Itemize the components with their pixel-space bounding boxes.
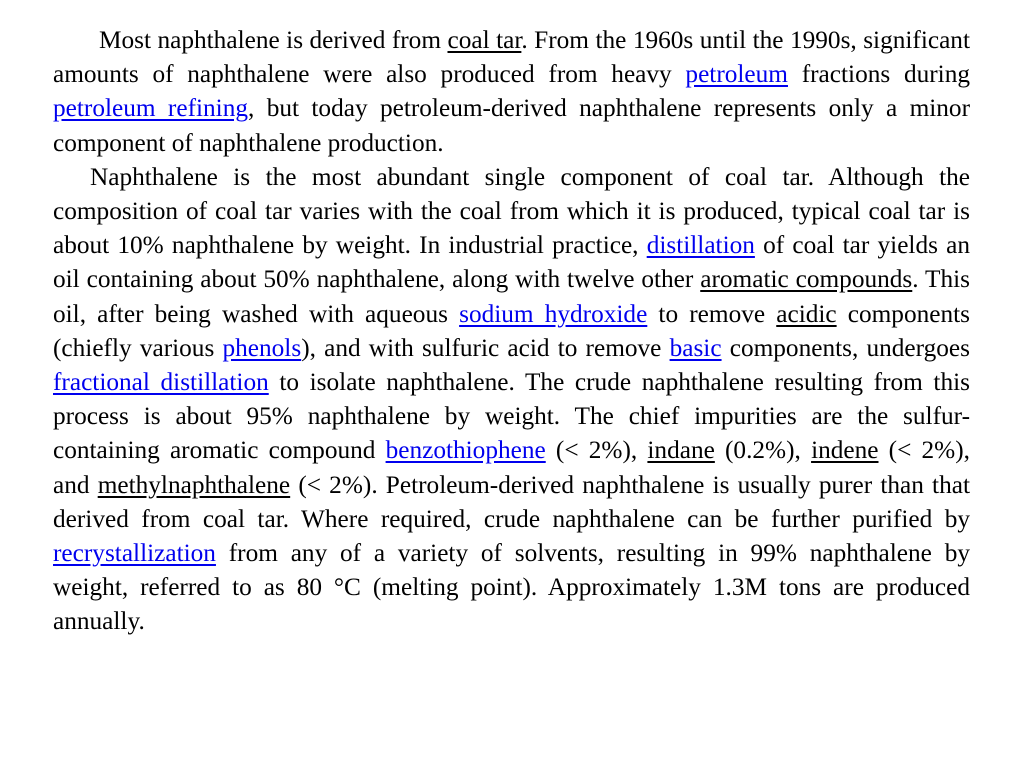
term-acidic: acidic	[776, 299, 837, 328]
link-recrystallization[interactable]: recrystallization	[53, 539, 216, 568]
link-petroleum-refining[interactable]: petroleum refining	[53, 94, 249, 123]
link-phenols[interactable]: phenols	[222, 333, 302, 362]
term-indane: indane	[647, 436, 715, 465]
term-methylnaphthalene: methylnaphthalene	[97, 470, 291, 499]
paragraph-text: (< 2%). Petroleum-derived naphthalene is usually purer than that derived from coal tar. Where required, crude naphthalene can be further purified by	[53, 470, 970, 533]
paragraph-text: . From the 1960s until the 1990s, significant amounts of naphthalene were also produced from heavy	[53, 26, 970, 89]
paragraph-text: components, undergoes	[721, 333, 970, 362]
link-petroleum[interactable]: petroleum	[685, 60, 788, 89]
paragraph-text: from any of a variety of solvents, resulting in 99% naphthalene by weight, referred to as 80 °C (melting point). Approximately 1.3M tons are produced annually.	[53, 539, 970, 636]
term-aromatic-compounds: aromatic compounds	[700, 265, 913, 294]
paragraph-text: Naphthalene is the most abundant single component of coal tar. Although the composition of coal tar varies with the coal from which it is produced, typical coal tar is about 10% naphthalene by weight. In industrial practice,	[53, 162, 970, 260]
paragraph-text: of coal tar yields an oil containing about 50% naphthalene, along with twelve other	[53, 231, 970, 294]
paragraph-2	[53, 160, 970, 639]
link-benzothiophene[interactable]: benzothiophene	[385, 436, 546, 465]
paragraph-1	[53, 23, 970, 160]
paragraph-text: to isolate naphthalene. The crude naphthalene resulting from this process is about 95% naphthalene by weight. The chief impurities are the sulfur-containing aromatic compound	[53, 368, 970, 465]
paragraph-text: (< 2%), and	[53, 436, 970, 499]
term-coal-tar: coal tar	[447, 26, 522, 54]
paragraph-text: fractions during	[787, 60, 970, 89]
term-indene: indene	[811, 436, 879, 465]
paragraph-text: . This oil, after being washed with aqueous	[53, 265, 971, 328]
link-basic[interactable]: basic	[669, 333, 722, 362]
paragraph-text: (0.2%),	[714, 436, 812, 465]
paragraph-text: ), and with sulfuric acid to remove	[301, 333, 670, 362]
paragraph-text: Most naphthalene is derived from	[99, 26, 448, 54]
paragraph-text: components (chiefly various	[53, 299, 971, 362]
paragraph-text: (< 2%),	[545, 436, 648, 465]
link-fractional-distillation[interactable]: fractional distillation	[53, 368, 269, 397]
link-sodium-hydroxide[interactable]: sodium hydroxide	[459, 299, 648, 328]
paragraph-text: to remove	[647, 299, 777, 328]
link-distillation[interactable]: distillation	[646, 231, 755, 260]
paragraph-text: , but today petroleum-derived naphthalene represents only a minor component of naphthalene production.	[53, 94, 971, 157]
